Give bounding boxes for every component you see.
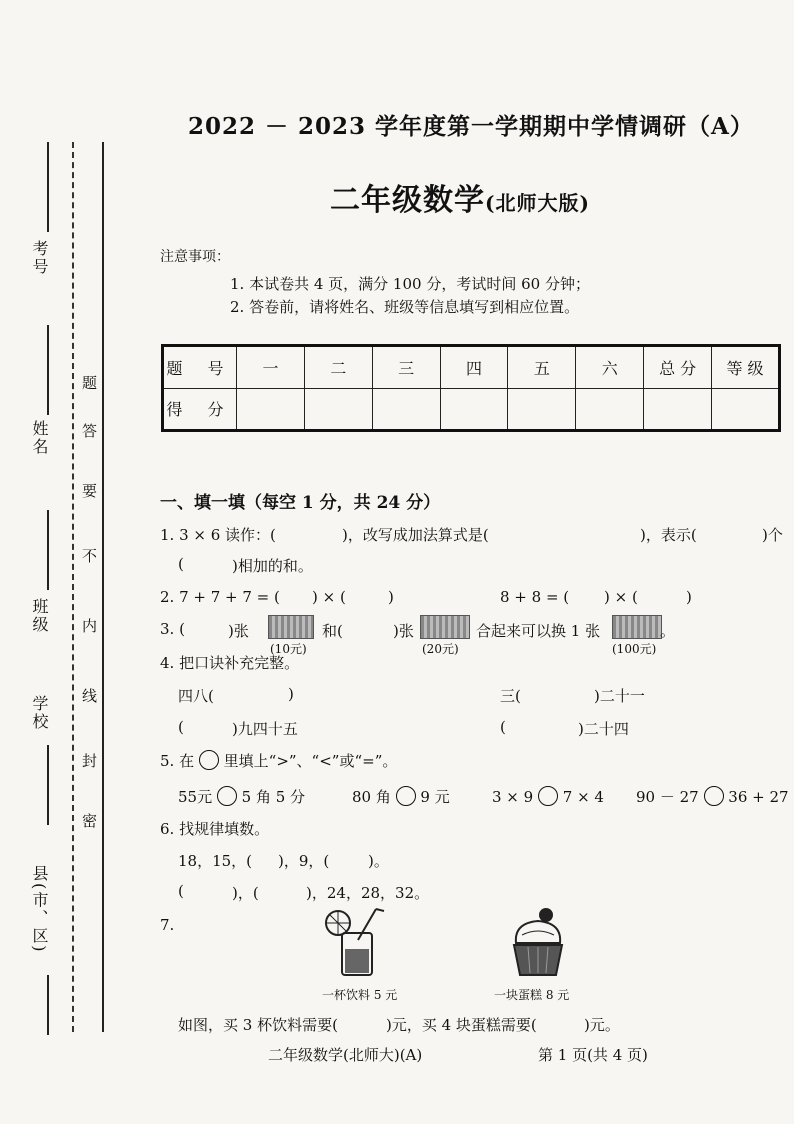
q5-item-1-left: 55元: [178, 788, 213, 806]
score-table: [161, 344, 781, 432]
q3-part-f: 。: [660, 622, 676, 640]
q3-part-e: 合起来可以换 1 张: [476, 622, 601, 640]
binding-dashed-line: [72, 142, 74, 1032]
q5-part-a: 5. 在: [160, 752, 195, 770]
bill-10-label: (10元): [270, 642, 307, 656]
score-table-header-row: [163, 346, 780, 389]
cake-icon: [508, 905, 568, 977]
school-label: 学校: [30, 695, 49, 731]
score-cell[interactable]: [237, 388, 305, 431]
score-cell[interactable]: [644, 388, 712, 431]
compare-circle[interactable]: [538, 786, 558, 806]
drink-icon: [318, 905, 388, 977]
score-col-1: 一: [237, 346, 305, 389]
warning-char-4: 不: [82, 547, 98, 565]
county-underline: [47, 975, 49, 1035]
q4-item-c2: )九四十五: [232, 720, 298, 738]
q7-part-a: 如图，买 3 杯饮料需要(: [178, 1016, 338, 1034]
q1-part-f: )相加的和。: [232, 557, 313, 575]
score-row-label: 得 分: [163, 388, 237, 431]
q5-instruction: [160, 750, 397, 771]
q3-part-d: )张: [393, 622, 414, 640]
score-col-6: 六: [576, 346, 644, 389]
warning-char-2: 答: [82, 422, 98, 440]
compare-circle[interactable]: [396, 786, 416, 806]
q7-part-b: )元，买 4 块蛋糕需要(: [386, 1016, 537, 1034]
bill-20-label: (20元): [422, 642, 459, 656]
warning-char-5: 内: [82, 617, 98, 635]
ten-yuan-bill-icon: [268, 615, 314, 639]
name-underline: [47, 325, 49, 415]
q3-part-b: )张: [228, 622, 249, 640]
score-cell[interactable]: [508, 388, 576, 431]
q6-seq1-a: 18，15，(: [178, 852, 253, 870]
q5-item-2-right: 9 元: [420, 788, 450, 806]
edition: (北师大版): [485, 191, 590, 215]
class-label: 班级: [30, 598, 49, 634]
q6-seq2-b: )，(: [232, 884, 259, 902]
bill-100-label: (100元): [612, 642, 657, 656]
score-col-grade: 等 级: [712, 346, 780, 389]
q5-item-4-right: 36 + 27: [728, 788, 789, 806]
q4-item-d1: (: [500, 718, 506, 736]
q3-part-c: 和(: [322, 622, 343, 640]
q5-part-b: 里填上“>”、“<”或“=”。: [223, 752, 398, 770]
score-cell[interactable]: [304, 388, 372, 431]
footer-page: 第 1 页(共 4 页): [538, 1046, 648, 1064]
score-cell[interactable]: [372, 388, 440, 431]
cake-caption: 一块蛋糕 8 元: [494, 988, 570, 1002]
q7-number: 7.: [160, 916, 175, 934]
exam-no-underline: [47, 142, 49, 232]
circle-icon: [199, 750, 219, 770]
q1-part-d: )个: [762, 526, 783, 544]
q4-item-a2: ): [288, 685, 294, 703]
q4-item-b1: 三(: [500, 687, 521, 705]
score-col-total: 总 分: [644, 346, 712, 389]
section-1-heading: 一、填一填（每空 1 分，共 24 分）: [160, 493, 441, 513]
notice-item-2: 2. 答卷前，请将姓名、班级等信息填写到相应位置。: [230, 298, 580, 316]
warning-char-1: 题: [82, 374, 98, 392]
score-col-3: 三: [372, 346, 440, 389]
q2-part-d: 8 + 8 = (: [500, 588, 570, 606]
q1-part-c: )，表示(: [640, 526, 697, 544]
q5-item-3: [492, 786, 604, 806]
q7-part-c: )元。: [584, 1016, 620, 1034]
twenty-yuan-bill-icon: [420, 615, 470, 639]
score-col-2: 二: [304, 346, 372, 389]
compare-circle[interactable]: [217, 786, 237, 806]
notice-item-1: 1. 本试卷共 4 页，满分 100 分，考试时间 60 分钟；: [230, 275, 590, 293]
q1-part-a: 1. 3 × 6 读作：(: [160, 526, 276, 544]
county-label: 县(市、区): [30, 865, 49, 954]
footer-subject: 二年级数学(北师大)(A): [268, 1046, 423, 1064]
school-underline: [47, 745, 49, 825]
class-underline: [47, 510, 49, 590]
hundred-yuan-bill-icon: [612, 615, 662, 639]
score-cell[interactable]: [712, 388, 780, 431]
score-col-4: 四: [440, 346, 508, 389]
name-label: 姓名: [30, 420, 49, 456]
q5-item-3-right: 7 × 4: [562, 788, 604, 806]
q5-item-2: [352, 786, 450, 807]
q5-item-2-left: 80 角: [352, 788, 391, 806]
q6-seq1-b: )，9，(: [278, 852, 330, 870]
q5-item-4: [636, 786, 789, 807]
q1-part-e: (: [178, 555, 184, 573]
q2-part-f: ): [686, 588, 692, 606]
q2-part-b: ) × (: [312, 588, 346, 606]
q5-item-1: [178, 786, 305, 807]
score-col-label: 题 号: [163, 346, 237, 389]
exam-no-label: 考号: [30, 240, 49, 276]
q4-item-d2: )二十四: [578, 720, 629, 738]
q6-instruction: 6. 找规律填数。: [160, 820, 270, 838]
drink-caption: 一杯饮料 5 元: [322, 988, 398, 1002]
q6-seq2-c: )，24，28，32。: [306, 884, 430, 902]
subject-name: 二年级数学: [330, 183, 485, 218]
q2-part-e: ) × (: [604, 588, 638, 606]
warning-char-6: 线: [82, 687, 98, 705]
score-cell[interactable]: [440, 388, 508, 431]
score-table-score-row: [163, 388, 780, 431]
q5-item-4-left: 90 － 27: [636, 788, 699, 806]
exam-title: 2022 － 2023 学年度第一学期期中学情调研（A）: [188, 113, 754, 140]
score-col-5: 五: [508, 346, 576, 389]
q6-seq1-c: )。: [368, 852, 389, 870]
q2-part-a: 2. 7 + 7 + 7 = (: [160, 588, 280, 606]
q6-seq2-a: (: [178, 882, 184, 900]
notice-label: 注意事项：: [160, 249, 230, 265]
q5-item-1-right: 5 角 5 分: [241, 788, 306, 806]
q4-instruction: 4. 把口诀补充完整。: [160, 654, 300, 672]
binding-solid-line: [102, 142, 104, 1032]
q5-item-3-left: 3 × 9: [492, 788, 534, 806]
q4-item-a1: 四八(: [178, 687, 214, 705]
q4-item-c1: (: [178, 718, 184, 736]
warning-char-3: 要: [82, 482, 98, 500]
warning-char-8: 密: [82, 812, 98, 830]
q2-part-c: ): [388, 588, 394, 606]
warning-char-7: 封: [82, 752, 98, 770]
subject-title: [330, 175, 590, 219]
q1-part-b: )，改写成加法算式是(: [342, 526, 489, 544]
compare-circle[interactable]: [704, 786, 724, 806]
q3-part-a: 3. (: [160, 620, 185, 638]
q4-item-b2: )二十一: [594, 687, 645, 705]
score-cell[interactable]: [576, 388, 644, 431]
